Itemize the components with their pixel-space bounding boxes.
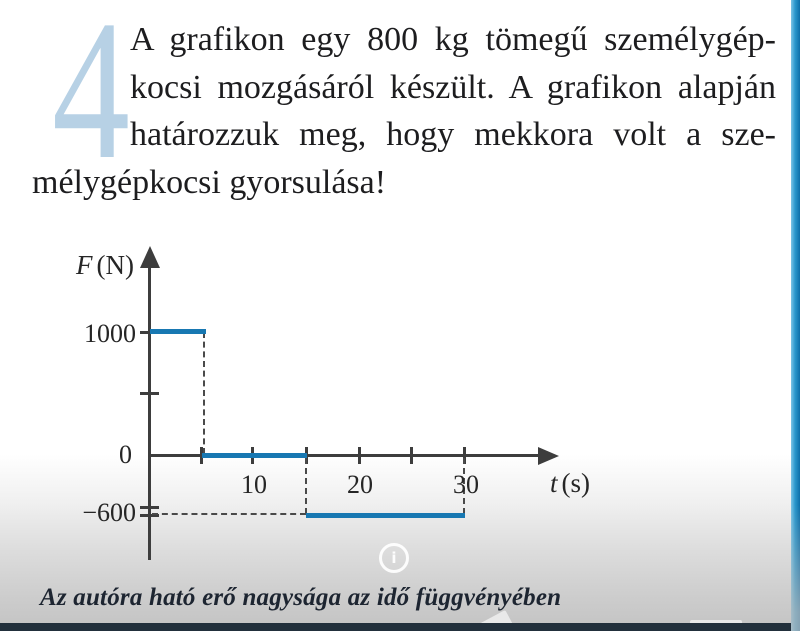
x-axis-unit: (s) xyxy=(561,468,591,498)
dashed-guide-f-600 xyxy=(152,513,306,515)
dashed-guide-t15 xyxy=(305,458,307,514)
force-segment-0n xyxy=(202,453,307,458)
x-axis-arrow-icon xyxy=(538,447,559,465)
x-tick-20 xyxy=(358,447,361,464)
y-axis-label xyxy=(52,250,134,281)
bottom-bar xyxy=(0,623,800,631)
y-tick-label-minus600: −600 xyxy=(82,498,136,527)
info-icon[interactable] xyxy=(379,543,409,573)
y-tick-label-0: 0 xyxy=(119,440,132,469)
y-axis-unit: (N) xyxy=(96,250,134,280)
force-time-chart xyxy=(0,240,680,570)
chart-caption: Az autóra ható erő nagysága az idő függvényében xyxy=(40,584,562,611)
problem-line: mélygépkocsi gyorsulása! xyxy=(32,163,387,201)
problem-number: 4 xyxy=(52,0,130,201)
x-tick-label-10: 10 xyxy=(241,470,267,499)
y-tick-break-upper xyxy=(140,506,159,509)
x-tick-25 xyxy=(410,447,413,464)
right-edge-strip xyxy=(791,0,800,631)
problem-line: kocsi mozgásáról készült. A grafikon alapján xyxy=(130,68,776,106)
y-axis-symbol: F xyxy=(76,250,93,280)
force-segment-1000n xyxy=(150,329,206,334)
problem-line: határozzuk meg, hogy mekkora volt a sze- xyxy=(130,116,776,153)
dashed-guide-t5 xyxy=(203,332,205,454)
x-tick-label-30: 30 xyxy=(453,470,479,499)
force-segment-minus600n xyxy=(306,513,465,518)
y-tick-label-1000: 1000 xyxy=(84,319,136,348)
y-tick-500 xyxy=(140,392,159,395)
x-axis-symbol: t xyxy=(550,468,558,498)
problem-line: A grafikon egy 800 kg tömegű személygép- xyxy=(130,21,776,58)
x-axis-label xyxy=(550,468,590,499)
info-icon-glyph: i xyxy=(391,549,397,567)
x-tick-label-20: 20 xyxy=(347,470,373,499)
problem-text xyxy=(32,0,776,206)
